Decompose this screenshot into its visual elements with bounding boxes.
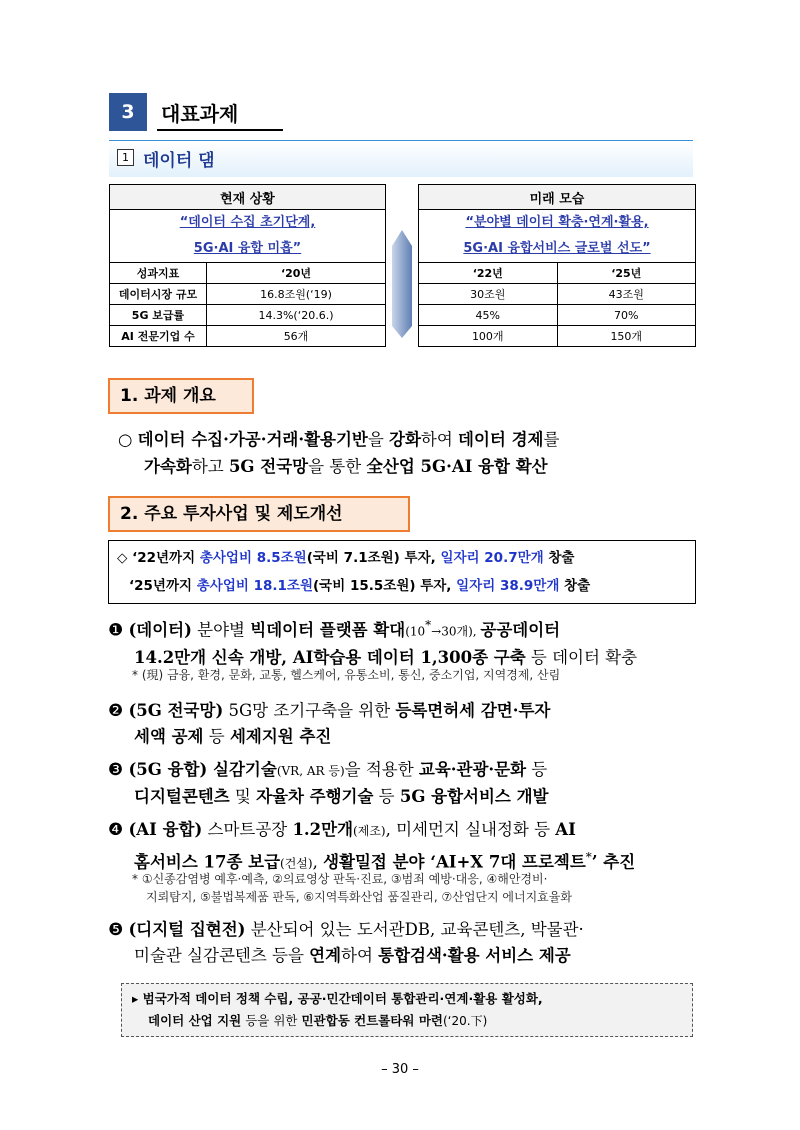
text-blue: 일자리 20.7만개	[440, 550, 544, 566]
diamond-icon: ◇	[117, 550, 128, 566]
text: 및	[229, 787, 257, 806]
text: 창출	[559, 578, 591, 594]
text: ‘22년까지	[127, 550, 200, 566]
text-bold: (5G 융합)	[128, 760, 208, 779]
text-blue: 총사업비 8.5조원	[199, 550, 307, 566]
text-bold: 공공데이터	[480, 620, 561, 640]
text-bold: 연계	[309, 946, 342, 965]
text: 등 데이터 확충	[525, 647, 638, 667]
item-5g-convergence	[108, 757, 700, 810]
text: 하여	[420, 430, 459, 449]
text: 을	[367, 430, 390, 449]
text: 등	[203, 727, 230, 746]
text-blue: 총사업비 18.1조원	[196, 578, 314, 594]
subsection-title: 데이터 댐	[143, 151, 215, 171]
investment-heading: 2. 주요 투자사업 및 제도개선	[108, 496, 410, 532]
future-header: 미래 모습	[419, 185, 696, 210]
number-2-icon: ❷	[108, 701, 124, 721]
text-small: (10	[405, 624, 426, 639]
text: 하고	[191, 457, 229, 476]
text: (국비 7.1조원) 투자,	[306, 550, 441, 566]
row-value-2022: 45%	[419, 305, 558, 326]
text-bold: 세제지원 추진	[229, 727, 332, 746]
text-bold: 빅데이터 플랫폼 확대	[250, 620, 406, 640]
future-quote-1: “분야별 데이터 확충·연계·활용,	[419, 210, 696, 237]
section-underline	[157, 129, 283, 131]
item-data	[108, 612, 700, 671]
text-bold: 5G 융합서비스 개발	[399, 787, 549, 806]
text-bold: 홈서비스 17종 보급	[134, 852, 281, 872]
text-bold: 全산업 5G·AI 융합 확산	[366, 457, 548, 476]
footnote-mark: *	[585, 850, 592, 864]
number-5-icon: ❺	[108, 920, 124, 940]
text-bold: 생활밀접 분야 ‘AI+X 7대 프로젝트	[323, 852, 586, 872]
number-4-icon: ❹	[108, 820, 124, 840]
footnote-mark: *	[425, 618, 432, 632]
text-bold: 민관합동 컨트롤타워 마련	[301, 1013, 443, 1028]
overview-paragraph	[118, 426, 698, 480]
row-value-2025: 70%	[557, 305, 696, 326]
col-label-indicator: 성과지표	[110, 263, 207, 284]
summary-line-2022	[117, 546, 574, 566]
text: 5G망 조기구축을 위한	[223, 701, 396, 720]
text: 미술관 실감콘텐츠 등을	[134, 946, 310, 965]
investment-summary-box	[108, 540, 696, 604]
text: 을 통한	[308, 457, 367, 476]
row-label: 5G 보급률	[110, 305, 207, 326]
text-bold: 통합검색·활용 서비스 제공	[378, 946, 571, 965]
text-bold: 데이터 경제	[458, 430, 544, 449]
row-value-2025: 43조원	[557, 284, 696, 305]
summary-line-2025	[129, 574, 590, 594]
box-line-1: 범국가적 데이터 정책 수립, 공공·민간데이터 통합관리·연계·활용 활성화,	[142, 991, 543, 1006]
text: ,	[312, 852, 324, 872]
text-bold: AI	[555, 820, 576, 839]
text: ‘25년까지	[129, 578, 197, 594]
text: 분산되어 있는 도서관DB, 교육콘텐츠, 박물관·	[245, 920, 584, 939]
text-small: (건설)	[280, 856, 313, 871]
future-quote-2: 5G·AI 융합서비스 글로벌 선도”	[419, 236, 696, 263]
text-small: (VR, AR 등)	[276, 764, 345, 778]
section-header	[109, 93, 283, 133]
text-bold: (AI 융합)	[128, 820, 203, 839]
number-1-icon: ❶	[108, 620, 124, 641]
text-blue: 일자리 38.9만개	[456, 578, 560, 594]
page-number: – 30 –	[381, 1062, 419, 1077]
text-bold: 데이터 산업 지원	[148, 1013, 242, 1028]
transition-arrow	[388, 226, 416, 342]
text-bold: AI학습용 데이터 1,300종 구축	[292, 647, 526, 667]
text-bold: ’ 추진	[591, 852, 636, 872]
text: 을 적용한	[344, 760, 419, 779]
col-label-2022: ‘22년	[419, 263, 558, 284]
current-header: 현재 상황	[110, 185, 386, 210]
future-vision-table	[418, 184, 696, 347]
subsection-header	[109, 140, 693, 177]
text-bold: 14.2만개 신속 개방,	[134, 647, 293, 667]
col-label-2025: ‘25년	[557, 263, 696, 284]
text: 등을 위한	[241, 1013, 302, 1028]
item-5g-network	[108, 698, 700, 750]
text-bold: 디지털콘텐츠	[134, 787, 230, 806]
text: 등	[373, 787, 400, 806]
text-bold: (5G 전국망)	[128, 701, 224, 720]
row-value: 56개	[207, 326, 386, 347]
text-bold: 5G 전국망	[228, 457, 309, 476]
current-status-table	[109, 184, 386, 347]
row-label: 데이터시장 규모	[110, 284, 207, 305]
text-small: →30개),	[431, 624, 481, 639]
text-bold: 강화	[389, 430, 421, 449]
text-small: (‘20.下)	[443, 1014, 488, 1028]
current-quote-1: “데이터 수집 초기단계,	[110, 210, 386, 237]
row-value-2022: 100개	[419, 326, 558, 347]
item-ai-convergence	[108, 817, 700, 877]
item4-footnote-1: * ①신종감염병 예후·예측, ②의료영상 판독·진료, ③범죄 예방·대응, ④해안경비·	[132, 872, 548, 886]
text: 등	[526, 760, 548, 779]
bullet-circle: ○	[118, 430, 133, 449]
row-value-2022: 30조원	[419, 284, 558, 305]
text: 창출	[543, 550, 575, 566]
text-small: (제조)	[353, 824, 386, 838]
text-bold: 등록면허세 감면·투자	[395, 701, 551, 720]
text: , 미세먼지 실내정화 등	[385, 820, 556, 839]
overview-heading: 1. 과제 개요	[108, 378, 254, 414]
row-value-2025: 150개	[557, 326, 696, 347]
subsection-number-box: 1	[117, 149, 134, 166]
current-quote-2: 5G·AI 융합 미흡”	[110, 236, 386, 263]
section-title: 대표과제	[161, 102, 239, 126]
text-bold: 자율차 주행기술	[256, 787, 374, 806]
text: 스마트공장	[202, 820, 293, 839]
control-tower-box	[121, 983, 693, 1037]
row-value: 16.8조원(‘19)	[207, 284, 386, 305]
text-bold: 가속화	[144, 457, 192, 476]
text-bold: (데이터)	[128, 620, 192, 640]
text-bold: 실감기술	[207, 760, 277, 779]
text-bold: 1.2만개	[292, 820, 354, 839]
section-number: 3	[109, 93, 147, 131]
number-3-icon: ❸	[108, 760, 124, 780]
row-value: 14.3%(‘20.6.)	[207, 305, 386, 326]
text-bold: 데이터 수집·가공·거래·활용기반	[137, 430, 368, 449]
text: (국비 15.5조원) 투자,	[313, 578, 457, 594]
row-label: AI 전문기업 수	[110, 326, 207, 347]
text-bold: (디지털 집현전)	[128, 920, 246, 939]
text: 하여	[341, 946, 379, 965]
item-digital-library	[108, 917, 700, 969]
item1-footnote: * (現) 금융, 환경, 문화, 교통, 헬스케어, 유통소비, 통신, 중소기업, 지역경제, 산림	[132, 668, 561, 682]
text: 를	[543, 430, 560, 449]
col-label-2020: ‘20년	[207, 263, 386, 284]
text: 분야별	[191, 620, 251, 640]
text-bold: 교육·관광·문화	[418, 760, 527, 779]
triangle-bullet-icon: ▸	[132, 991, 139, 1006]
text-bold: 세액 공제	[134, 727, 204, 746]
item4-footnote-2: 지뢰탐지, ⑤불법복제품 판독, ⑥지역특화산업 품질관리, ⑦산업단지 에너지효율화	[146, 890, 572, 904]
